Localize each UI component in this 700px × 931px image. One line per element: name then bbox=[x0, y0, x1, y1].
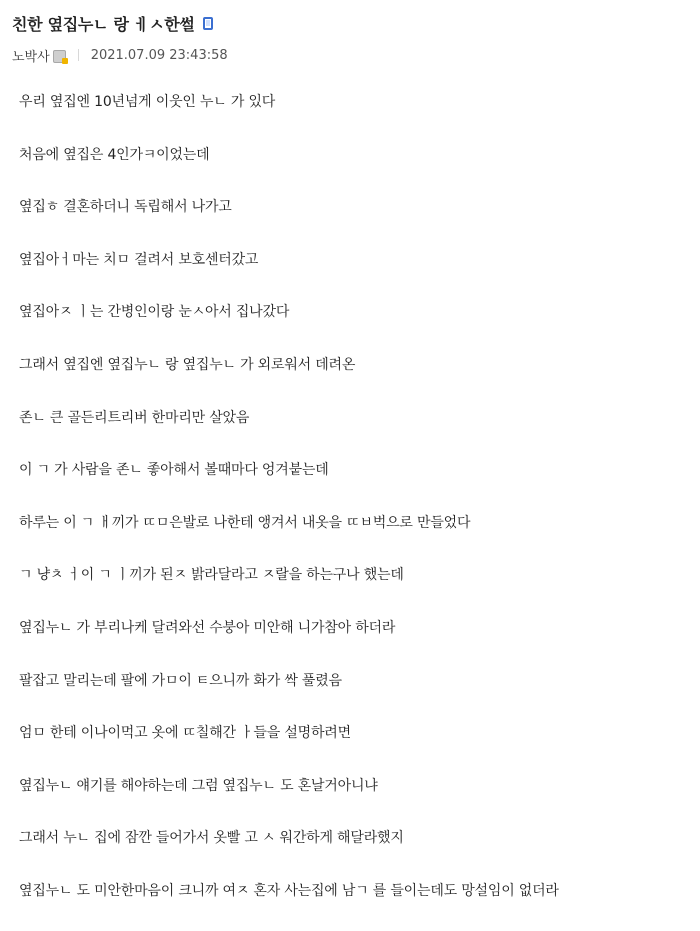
body-line: 이 ㄱ 가 사람을 존ㄴ 좋아해서 볼때마다 엉겨붙는데 bbox=[19, 462, 329, 479]
body-line: 그래서 누ㄴ 집에 잠깐 들어가서 옷빨 고 ㅅ 워간하게 해달라했지 bbox=[19, 830, 404, 847]
member-level-icon bbox=[53, 50, 66, 63]
body-line: 하루는 이 ㄱ ㅐ끼가 ㄸㅁ은발로 나한테 앵겨서 내옷을 ㄸㅂ벅으로 만들었다 bbox=[19, 514, 471, 531]
body-line: 팔잡고 말리는데 팔에 가ㅁ이 ㅌ으니까 화가 싹 풀렸음 bbox=[19, 672, 342, 689]
post-title[interactable]: 친한 옆집누ㄴ 랑 ㅔㅅ한썰 bbox=[12, 14, 195, 34]
body-line: 옆집누ㄴ 가 부리나케 달려와선 수붕아 미안해 니가참아 하더라 bbox=[19, 619, 396, 636]
post-header bbox=[12, 8, 688, 70]
body-line: 옆집ㅎ 결혼하더니 독립해서 나가고 bbox=[19, 199, 232, 216]
mobile-icon bbox=[203, 17, 213, 30]
body-line: 옆집누ㄴ 얘기를 해야하는데 그럼 옆집누ㄴ 도 혼날거아니냐 bbox=[19, 777, 378, 794]
meta-divider bbox=[78, 49, 79, 61]
body-line: 옆집아ㅈ ㅣ는 간병인이랑 눈ㅅ아서 집나갔다 bbox=[19, 304, 290, 321]
body-line: 옆집누ㄴ 도 미안한마음이 크니까 여ㅈ 혼자 사는집에 남ㄱ 를 들이는데도 망설임이 없더라 bbox=[19, 882, 559, 899]
body-line: 옆집아ㅓ마는 치ㅁ 걸려서 보호센터갔고 bbox=[19, 251, 259, 268]
body-line: 존ㄴ 큰 골든리트리버 한마리만 살았음 bbox=[19, 409, 250, 426]
body-line: 우리 옆집엔 10년넘게 이웃인 누ㄴ 가 있다 bbox=[19, 94, 276, 110]
post-body bbox=[19, 89, 689, 931]
body-line: ㄱ 냥ㅊ ㅓ이 ㄱ ㅣ끼가 된ㅈ 밝라달라고 ㅈ랄을 하는구나 했는데 bbox=[19, 567, 404, 584]
body-line: 그래서 옆집엔 옆집누ㄴ 랑 옆집누ㄴ 가 외로워서 데려온 bbox=[19, 356, 356, 373]
body-line: 엄ㅁ 한테 이나이먹고 옷에 ㄸ칠해간 ㅏ들을 설명하려면 bbox=[19, 725, 351, 742]
post-meta bbox=[12, 40, 688, 70]
post-date: 2021.07.09 23:43:58 bbox=[90, 47, 228, 63]
title-row bbox=[12, 8, 688, 38]
author-name[interactable]: 노박사 bbox=[12, 49, 50, 65]
body-line: 처음에 옆집은 4인가ㅋ이었는데 bbox=[19, 146, 210, 163]
